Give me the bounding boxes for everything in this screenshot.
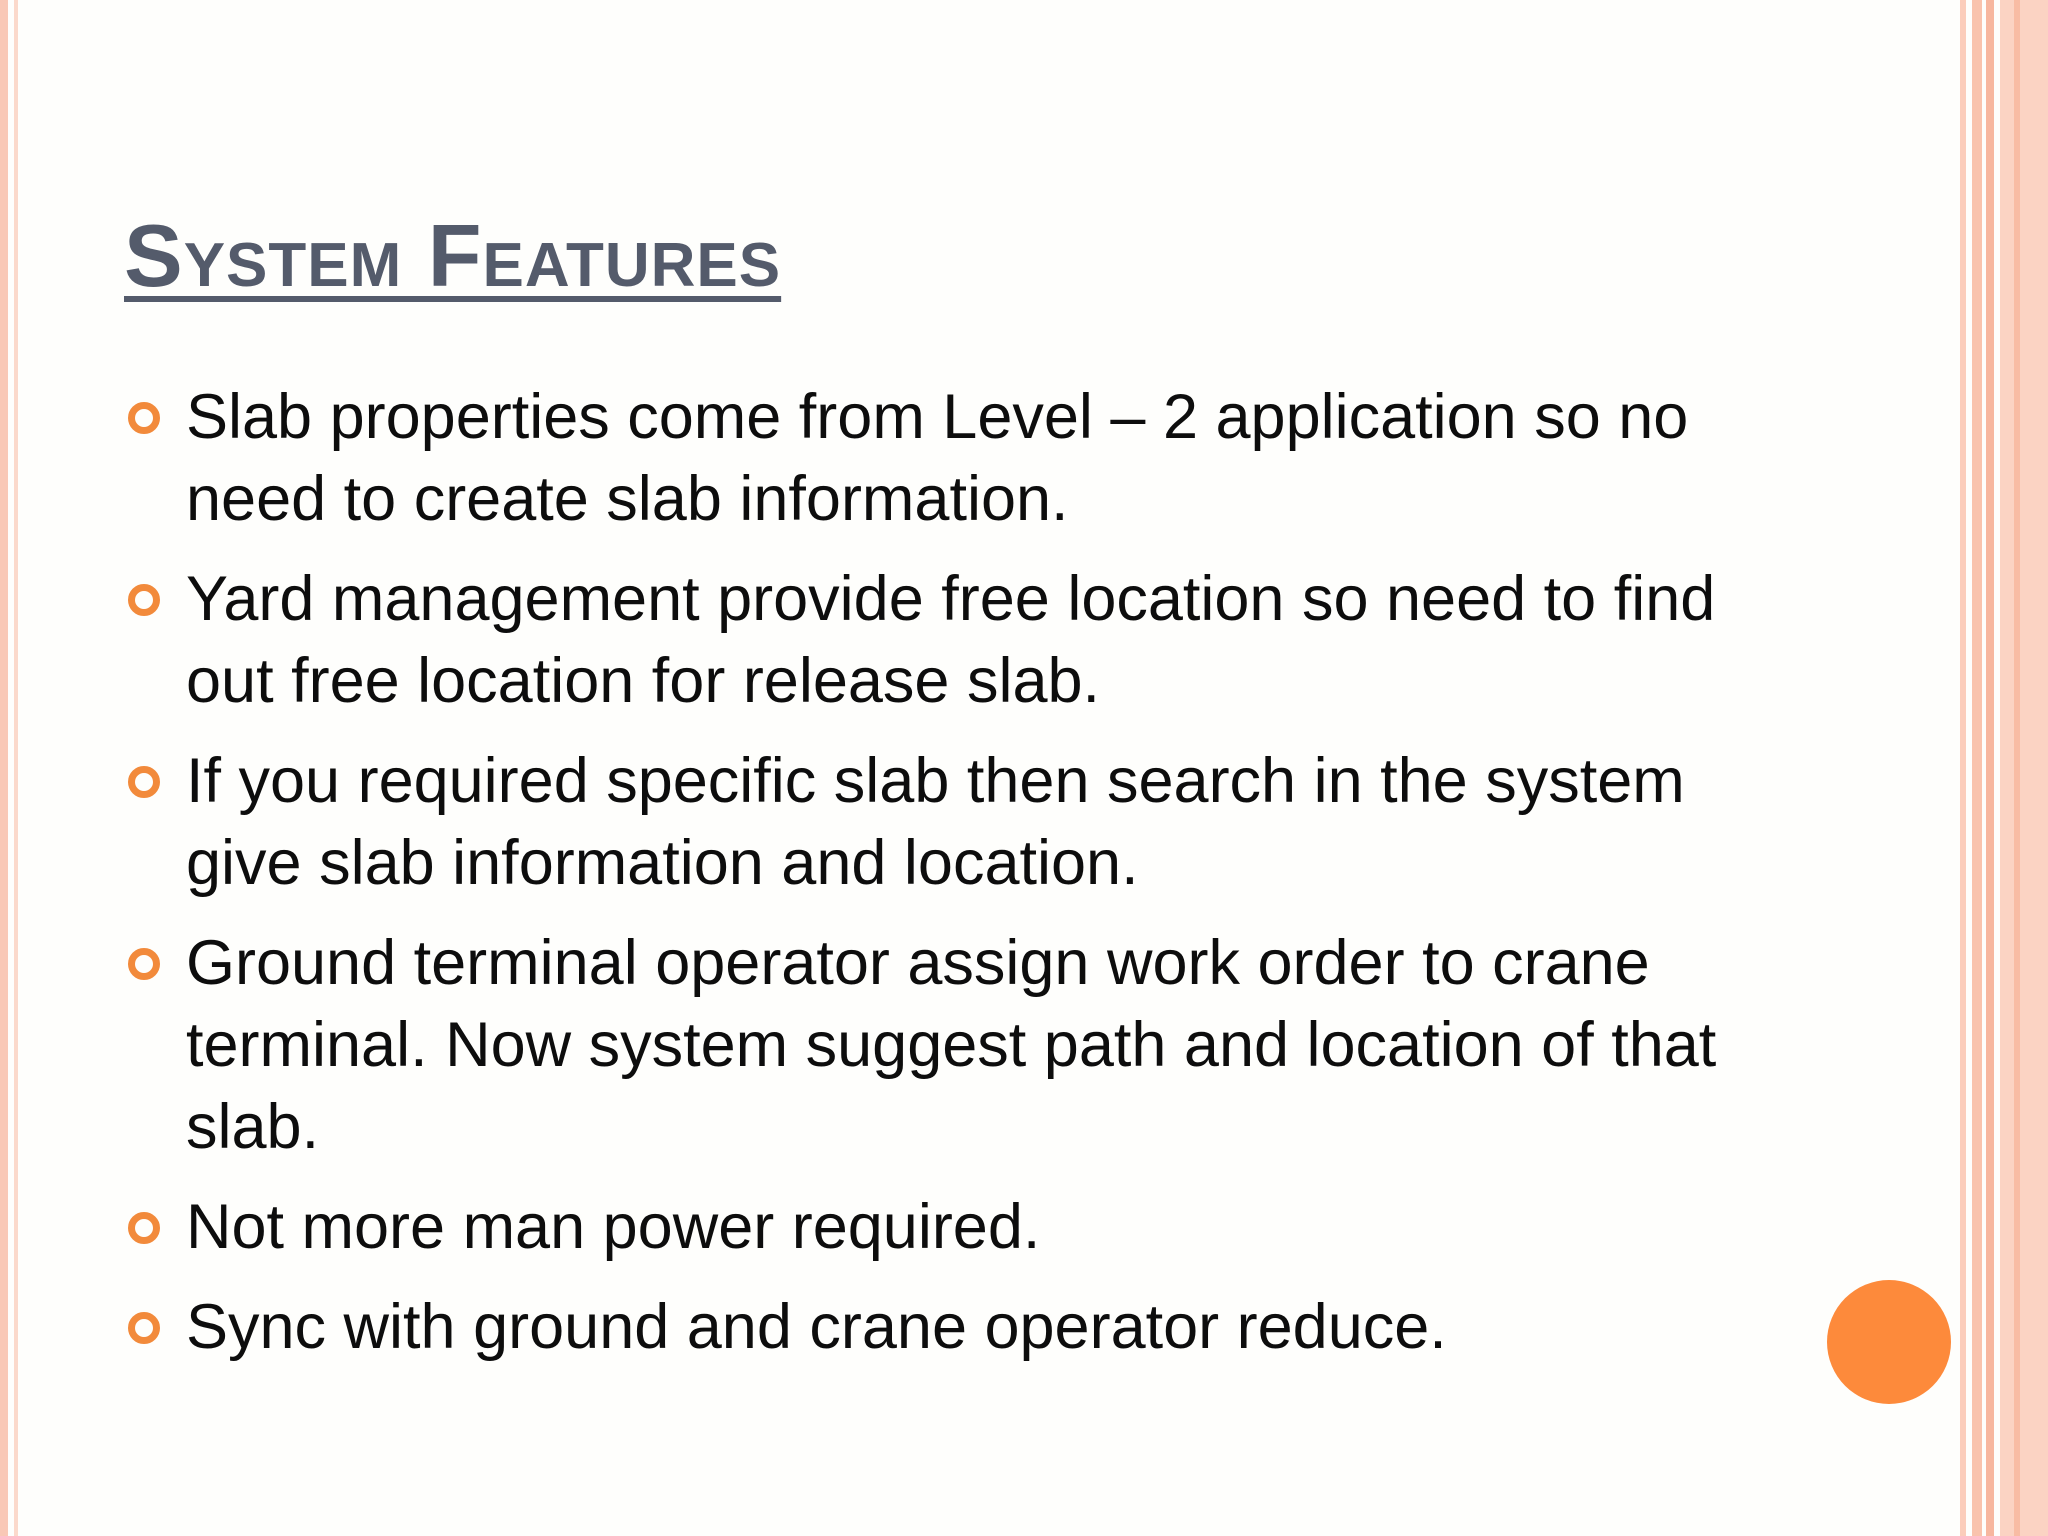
bullet-item [124, 740, 1764, 904]
left-border-line [0, 0, 8, 1536]
right-border-stripe [1960, 0, 1966, 1536]
hollow-circle-bullet-icon [128, 402, 160, 434]
bullet-item [124, 376, 1764, 540]
right-border-stripe [1972, 0, 1982, 1536]
bullet-text: Yard management provide free location so need to find out free location for release slab. [186, 564, 1716, 716]
left-border-line-inner [14, 0, 18, 1536]
bullet-item [124, 922, 1764, 1168]
hollow-circle-bullet-icon [128, 1212, 160, 1244]
bullet-list [124, 376, 1764, 1386]
hollow-circle-bullet-icon [128, 584, 160, 616]
slide-title: System Features [124, 206, 782, 305]
bullet-text: Not more man power required. [186, 1192, 1041, 1262]
bullet-text: Ground terminal operator assign work order to crane terminal. Now system suggest path and location of that slab. [186, 928, 1717, 1162]
right-border-stripe [1986, 0, 1994, 1536]
bullet-text: If you required specific slab then search in the system give slab information and location. [186, 746, 1685, 898]
hollow-circle-bullet-icon [128, 1312, 160, 1344]
bullet-item [124, 558, 1764, 722]
bullet-text: Sync with ground and crane operator reduce. [186, 1292, 1447, 1362]
orange-circle-decoration [1827, 1280, 1951, 1404]
hollow-circle-bullet-icon [128, 766, 160, 798]
right-border-band [2000, 0, 2048, 1536]
hollow-circle-bullet-icon [128, 948, 160, 980]
bullet-item [124, 1286, 1764, 1368]
right-border-stripe [2014, 0, 2020, 1536]
bullet-item [124, 1186, 1764, 1268]
bullet-text: Slab properties come from Level – 2 application so no need to create slab information. [186, 382, 1689, 534]
